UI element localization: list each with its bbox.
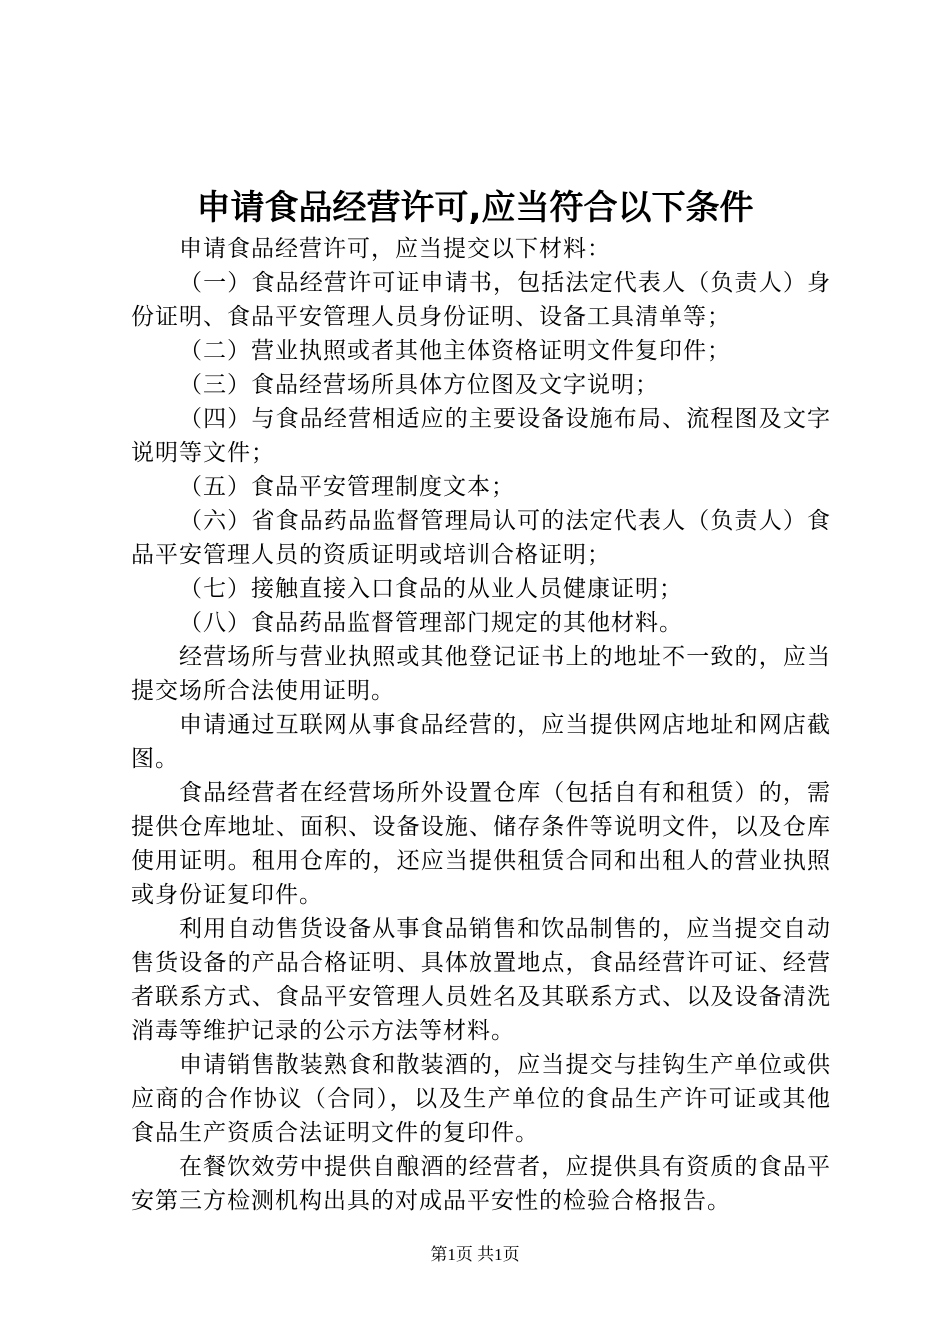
paragraph-item-3: （三）食品经营场所具体方位图及文字说明； bbox=[179, 372, 659, 398]
paragraph-item-4: （四）与食品经营相适应的主要设备设施布局、流程图及文字说明等文件； bbox=[131, 406, 831, 466]
document-body bbox=[131, 232, 831, 1218]
paragraph-item-7: （七）接触直接入口食品的从业人员健康证明； bbox=[179, 576, 683, 602]
paragraph-vending: 利用自动售货设备从事食品销售和饮品制售的，应当提交自动售货设备的产品合格证明、具体放置地点，食品经营许可证、经营者联系方式、食品平安管理人员姓名及其联系方式、以及设备清洗消毒等维护记录的公示方法等材料。 bbox=[131, 916, 831, 1044]
paragraph-item-1: （一）食品经营许可证申请书，包括法定代表人（负责人）身份证明、食品平安管理人员身份证明、设备工具清单等； bbox=[131, 270, 831, 330]
paragraph-warehouse: 食品经营者在经营场所外设置仓库（包括自有和租赁）的，需提供仓库地址、面积、设备设施、储存条件等说明文件，以及仓库使用证明。租用仓库的，还应当提供租赁合同和出租人的营业执照或身份证复印件。 bbox=[131, 780, 831, 908]
paragraph-item-5: （五）食品平安管理制度文本； bbox=[179, 474, 515, 500]
document-title: 申请食品经营许可,应当符合以下条件 bbox=[196, 188, 754, 228]
paragraph-item-2: （二）营业执照或者其他主体资格证明文件复印件； bbox=[179, 338, 731, 364]
paragraph-bulk-food: 申请销售散装熟食和散装酒的，应当提交与挂钩生产单位或供应商的合作协议（合同），以及生产单位的食品生产许可证或其他食品生产资质合法证明文件的复印件。 bbox=[131, 1052, 831, 1146]
paragraph-intro: 申请食品经营许可，应当提交以下材料： bbox=[179, 236, 611, 262]
paragraph-address: 经营场所与营业执照或其他登记证书上的地址不一致的，应当提交场所合法使用证明。 bbox=[131, 644, 831, 704]
paragraph-item-8: （八）食品药品监督管理部门规定的其他材料。 bbox=[179, 610, 683, 636]
paragraph-item-6: （六）省食品药品监督管理局认可的法定代表人（负责人）食品平安管理人员的资质证明或培训合格证明； bbox=[131, 508, 831, 568]
paragraph-internet: 申请通过互联网从事食品经营的，应当提供网店地址和网店截图。 bbox=[131, 712, 831, 772]
paragraph-homebrew: 在餐饮效劳中提供自酿酒的经营者，应提供具有资质的食品平安第三方检测机构出具的对成品平安性的检验合格报告。 bbox=[131, 1154, 831, 1214]
page-footer: 第1页 共1页 bbox=[430, 1245, 520, 1264]
